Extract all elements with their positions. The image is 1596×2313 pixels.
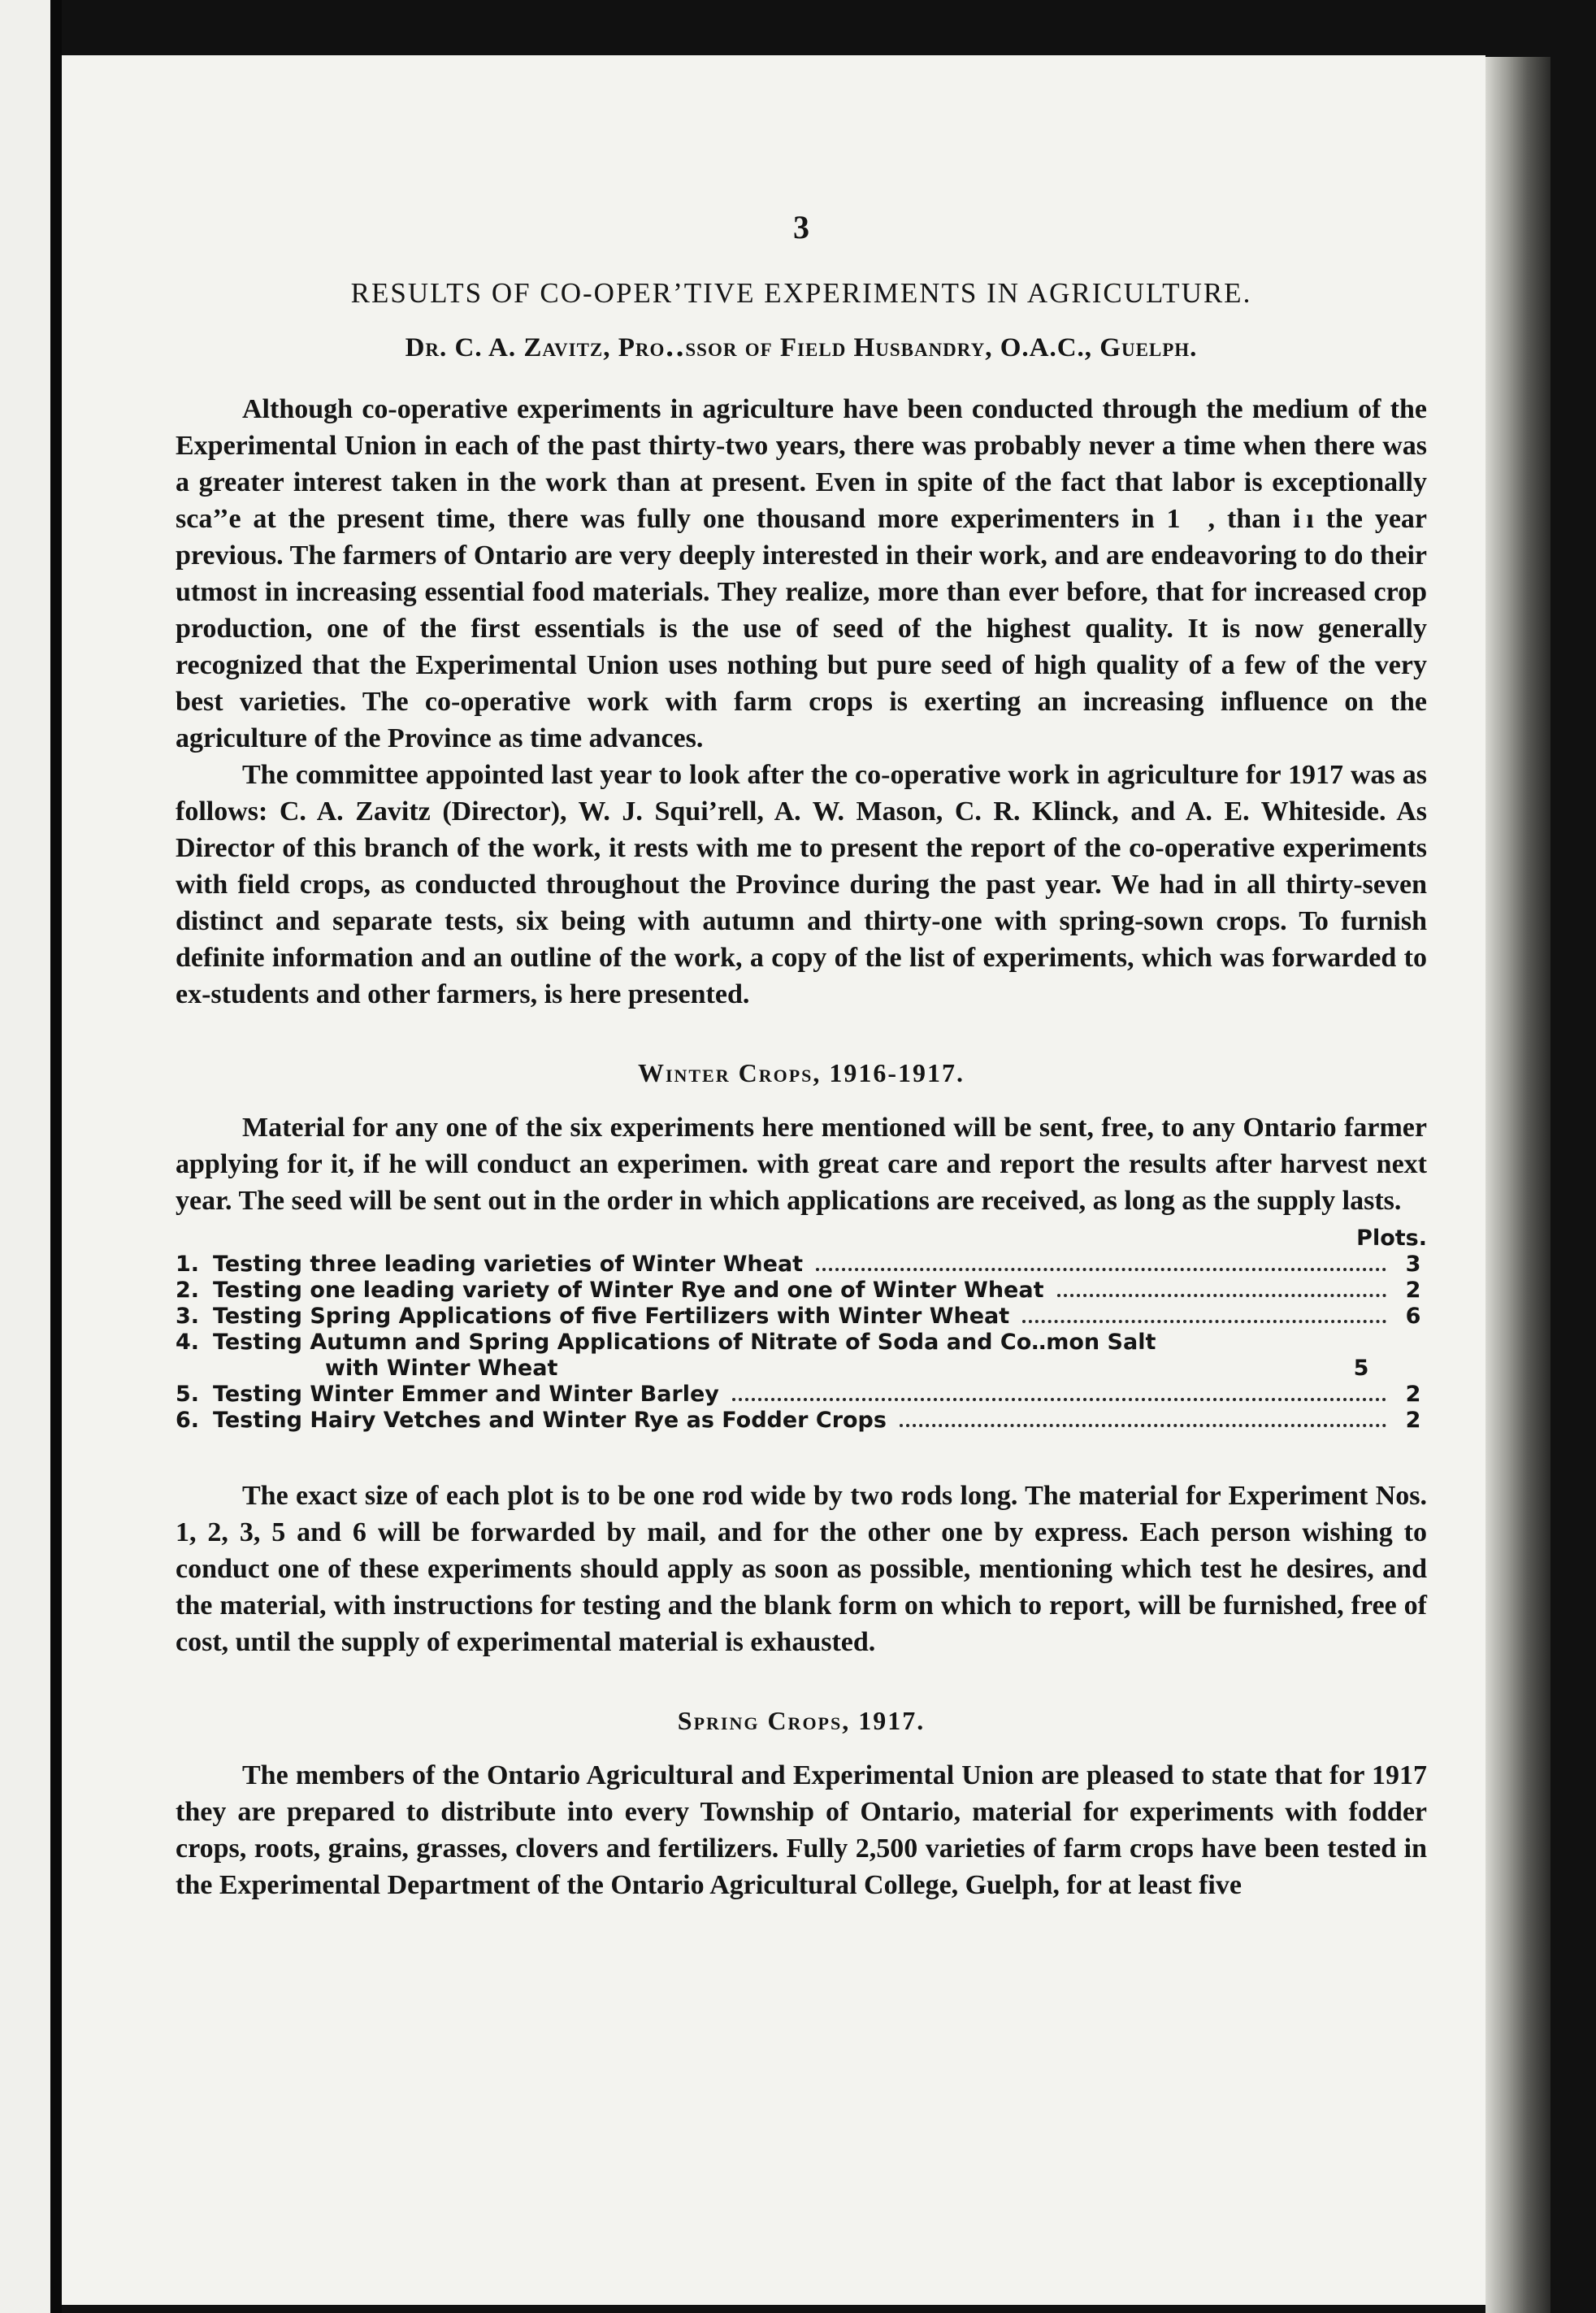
experiment-number: 2. [176, 1278, 200, 1303]
experiment-label: Testing three leading varieties of Winter Wheat [213, 1252, 804, 1277]
experiment-number: 3. [176, 1304, 200, 1329]
experiment-label: Testing Winter Emmer and Winter Barley [213, 1382, 719, 1407]
leader-dots [732, 1398, 1386, 1401]
page-gutter [50, 0, 62, 2313]
plots-column-header: Plots. [1356, 1226, 1427, 1251]
experiment-plots: 2 [1405, 1382, 1421, 1407]
list-item [176, 1408, 1427, 1434]
book-spine-edge [1485, 57, 1550, 2313]
winter-crops-outro: The exact size of each plot is to be one rod wide by two rods long. The material for Experiment Nos. 1, 2, 3, 5 and 6 will be forwarded by mail, and for the other one by express. Each person wishing to conduct one of these experiments should apply as soon as possible, mentioning which test he desires, and the material, with instructions for testing and the blank form on which to report, will be furnished, free of cost, until the supply of experimental material is exhausted. [176, 1481, 1427, 1657]
leader-dots [900, 1424, 1386, 1427]
facing-page-edge [0, 0, 50, 2313]
author-line: Dr. C. A. Zavitz, Pro․․ssor of Field Husbandry, O.A.C., Guelph. [405, 333, 1198, 362]
page-content [176, 208, 1427, 1903]
experiment-label: Testing Hairy Vetches and Winter Rye as Fodder Crops [213, 1408, 887, 1433]
page-number: 3 [793, 209, 809, 245]
experiment-label: Testing one leading variety of Winter Rye and one of Winter Wheat [213, 1278, 1044, 1303]
leader-dots [1022, 1320, 1386, 1323]
article-title: RESULTS OF CO-OPER’TIVE EXPERIMENTS IN AGRICULTURE. [350, 277, 1252, 309]
list-item [176, 1382, 1427, 1408]
spring-crops-heading: Spring Crops, 1917. [677, 1706, 926, 1735]
experiment-plots: 2 [1405, 1278, 1421, 1303]
experiment-number: 4. [176, 1330, 200, 1355]
spring-crops-intro: The members of the Ontario Agricultural and Experimental Union are pleased to state that for 1917 they are prepared to distribute into every Township of Ontario, material for experiments with fodder crops, roots, grains, grasses, clovers and fertilizers. Fully 2,500 varieties of farm crops have been tested in the Experimental Department of the Ontario Agricultural College, Guelph, for at least five [176, 1760, 1427, 1900]
leader-dots [816, 1268, 1386, 1271]
document-page [62, 55, 1485, 2305]
experiment-number: 6. [176, 1408, 200, 1433]
experiment-plots: 5 [1353, 1356, 1369, 1381]
intro-paragraph-1: Although co-operative experiments in agriculture have been conducted through the medium of the Experimental Union in each of the past thirty-two years, there was probably never a time when there was a greater interest taken in the work than at present. Even in spite of the fact that labor is exceptionally sca’’e at the present time, there was fully one thousand more experimenters in 1 , than i ı the year previous. The farmers of Ontario are very deeply interested in their work, and are endeavoring to do their utmost in increasing essential food materials. They realize, more than ever before, that for increased crop production, one of the first essentials is the use of seed of the highest quality. It is now generally recognized that the Experimental Union uses nothing but pure seed of high quality of a few of the very best varieties. The co-operative work with farm crops is exerting an increasing influence on the agriculture of the Province as time advances. [176, 394, 1427, 753]
experiment-label [213, 1330, 1347, 1382]
winter-crops-heading: Winter Crops, 1916-1917. [637, 1058, 965, 1087]
experiment-plots: 2 [1405, 1408, 1421, 1433]
list-item [176, 1278, 1427, 1304]
list-item [176, 1330, 1427, 1382]
experiment-label-line-1: Testing Autumn and Spring Applications of Nitrate of Soda and Co․․mon Salt [213, 1330, 1156, 1355]
experiment-plots: 3 [1405, 1252, 1421, 1277]
winter-crops-intro: Material for any one of the six experiments here mentioned will be sent, free, to any Ontario farmer applying for it, if he will conduct an experimen. with great care and report the results after harvest next year. The seed will be sent out in the order in which applications are received, as long as the supply lasts. [176, 1113, 1427, 1216]
experiment-label-line-2: with Winter Wheat [325, 1356, 558, 1381]
list-item [176, 1304, 1427, 1330]
winter-experiments-list [176, 1252, 1427, 1434]
experiment-number: 1. [176, 1252, 200, 1277]
experiment-plots: 6 [1405, 1304, 1421, 1329]
experiment-number: 5. [176, 1382, 200, 1407]
experiment-label: Testing Spring Applications of five Fertilizers with Winter Wheat [213, 1304, 1010, 1329]
list-item [176, 1252, 1427, 1278]
leader-dots [1057, 1294, 1387, 1297]
intro-paragraph-2: The committee appointed last year to look after the co-operative work in agriculture for 1917 was as follows: C. A. Zavitz (Director), W. J. Squi’rell, A. W. Mason, C. R. Klinck, and A. E. Whiteside. As Director of this branch of the work, it rests with me to present the report of the co-operative experiments with field crops, as conducted throughout the Province during the past year. We had in all thirty-seven distinct and separate tests, six being with autumn and thirty-one with spring-sown crops. To furnish definite information and an outline of the work, a copy of the list of experiments, which was forwarded to ex-students and other farmers, is here presented. [176, 760, 1427, 1009]
